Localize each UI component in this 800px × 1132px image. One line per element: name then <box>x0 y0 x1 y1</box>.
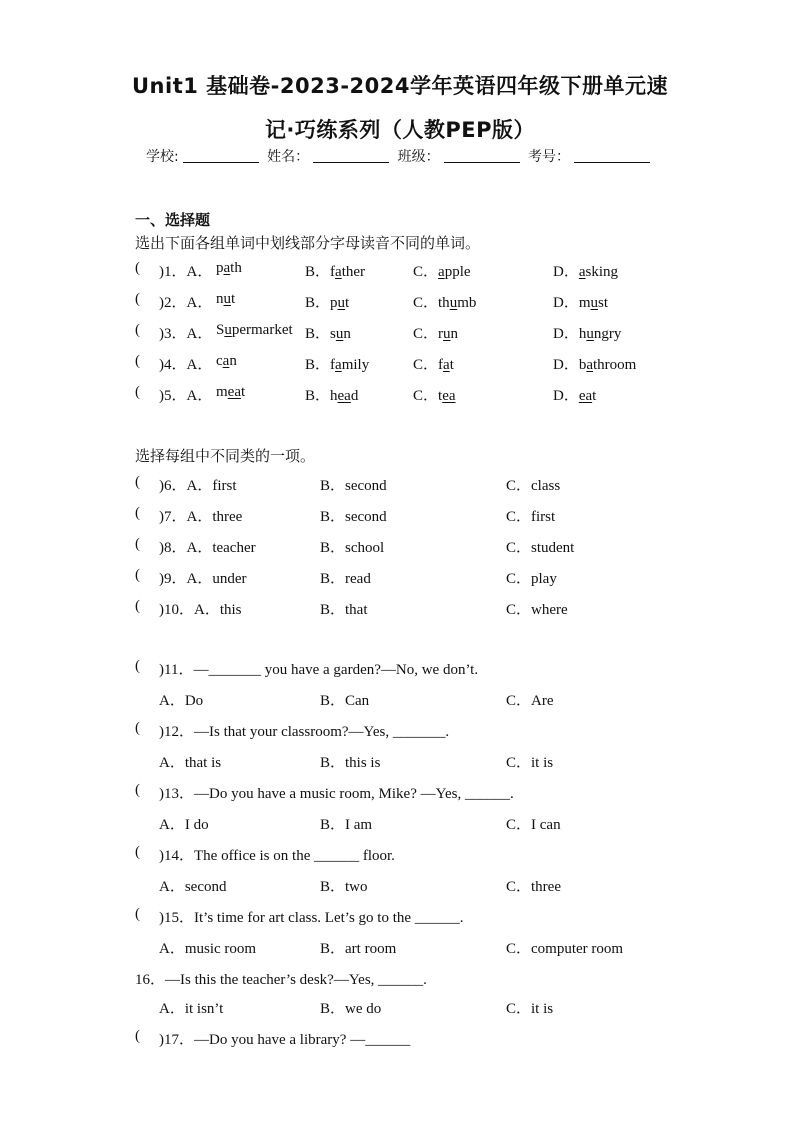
underlined-letters: ea <box>442 388 456 404</box>
class-blank[interactable] <box>444 148 520 163</box>
option-d[interactable]: D．hungry <box>553 326 622 342</box>
exam-no-label: 考号： <box>528 149 571 165</box>
answer-paren[interactable]: ( <box>135 505 140 521</box>
worksheet-title-line2: 记·巧练系列（人教PEP版） <box>264 118 536 142</box>
option-c[interactable]: C．computer room <box>506 941 624 957</box>
question-stem: )13．—Do you have a music room, Mike? —Yes, ______. <box>159 786 514 802</box>
answer-paren[interactable]: ( <box>135 782 140 798</box>
question-line <box>0 658 800 680</box>
question-line <box>0 598 800 620</box>
option-a[interactable]: A．I do <box>159 817 209 833</box>
question-line <box>0 536 800 558</box>
question-number: )2．A． <box>159 295 213 311</box>
option-b[interactable]: B．family <box>305 357 370 373</box>
option-d[interactable]: D．bathroom <box>553 357 637 373</box>
question-line <box>0 751 800 773</box>
question-line <box>0 322 800 344</box>
question-number: )5．A． <box>159 388 213 404</box>
underlined-letters: ea <box>227 384 241 400</box>
option-a[interactable]: A．Do <box>159 693 204 709</box>
option-a[interactable]: nut <box>216 291 236 307</box>
answer-paren[interactable]: ( <box>135 353 140 369</box>
option-c[interactable]: C．play <box>506 571 557 587</box>
option-b[interactable]: B．father <box>305 264 366 280</box>
question-number: )1．A． <box>159 264 213 280</box>
underlined-letters: a <box>335 357 342 373</box>
option-b[interactable]: B．put <box>305 295 350 311</box>
underlined-letters: a <box>443 357 450 373</box>
question-line <box>0 813 800 835</box>
student-info-line <box>0 146 800 166</box>
option-c[interactable]: C．thumb <box>413 295 477 311</box>
option-a[interactable]: A．music room <box>159 941 257 957</box>
question-line <box>0 1028 800 1050</box>
question-number-option-a[interactable]: )6．A．first <box>159 478 237 494</box>
option-a[interactable]: meat <box>216 384 246 400</box>
question-line <box>0 968 800 990</box>
option-a[interactable]: A．that is <box>159 755 222 771</box>
question-stem: )14．The office is on the ______ floor. <box>159 848 395 864</box>
answer-paren[interactable]: ( <box>135 536 140 552</box>
underlined-letters: u <box>223 291 231 307</box>
option-c[interactable]: C．Are <box>506 693 554 709</box>
option-c[interactable]: C．where <box>506 602 568 618</box>
option-c[interactable]: C．first <box>506 509 556 525</box>
name-blank[interactable] <box>313 148 389 163</box>
question-line <box>0 505 800 527</box>
school-blank[interactable] <box>183 148 259 163</box>
question-number-option-a[interactable]: )7．A．three <box>159 509 243 525</box>
option-a[interactable]: A．second <box>159 879 227 895</box>
option-d[interactable]: D．asking <box>553 264 619 280</box>
question-stem: )17．—Do you have a library? —______ <box>159 1032 411 1048</box>
question-stem: 16．—Is this the teacher’s desk?—Yes, ______. <box>135 972 427 988</box>
underlined-letters: ea <box>578 388 593 404</box>
option-c[interactable]: C．it is <box>506 1001 554 1017</box>
question-number-option-a[interactable]: )8．A．teacher <box>159 540 256 556</box>
instruction-phonics: 选出下面各组单词中划线部分字母读音不同的单词。 <box>135 234 481 252</box>
option-b[interactable]: B．second <box>320 509 387 525</box>
question-number-option-a[interactable]: )9．A．under <box>159 571 247 587</box>
question-line <box>0 689 800 711</box>
section-heading: 一、选择题 <box>135 211 211 229</box>
instruction-classify: 选择每组中不同类的一项。 <box>135 447 316 465</box>
question-line <box>0 844 800 866</box>
option-c[interactable]: C．class <box>506 478 561 494</box>
option-b[interactable]: B．head <box>305 388 359 404</box>
option-a[interactable]: path <box>216 260 242 276</box>
answer-paren[interactable]: ( <box>135 322 140 338</box>
option-a[interactable]: Supermarket <box>216 322 293 338</box>
underlined-letters: u <box>443 326 451 342</box>
question-line <box>0 291 800 313</box>
option-b[interactable]: B．second <box>320 478 387 494</box>
class-label: 班级： <box>397 149 440 165</box>
underlined-letters: a <box>335 264 342 280</box>
option-a[interactable]: A．it isn’t <box>159 1001 224 1017</box>
question-line <box>0 260 800 282</box>
option-b[interactable]: B．this is <box>320 755 381 771</box>
question-line <box>0 782 800 804</box>
option-b[interactable]: B．Can <box>320 693 370 709</box>
answer-paren[interactable]: ( <box>135 658 140 674</box>
question-number-option-a[interactable]: )10．A．this <box>159 602 242 618</box>
question-stem: )15．It’s time for art class. Let’s go to the ______. <box>159 910 464 926</box>
underlined-letters: u <box>586 326 594 342</box>
question-line <box>0 384 800 406</box>
school-label: 学校: <box>145 149 179 165</box>
underlined-letters: u <box>335 326 344 342</box>
question-line <box>0 567 800 589</box>
answer-paren[interactable]: ( <box>135 567 140 583</box>
underlined-letters: u <box>449 295 458 311</box>
question-line <box>0 937 800 959</box>
underlined-letters: ea <box>337 388 351 404</box>
underlined-letters: u <box>590 295 599 311</box>
option-c[interactable]: C．three <box>506 879 561 895</box>
question-line <box>0 875 800 897</box>
option-c[interactable]: C．run <box>413 326 459 342</box>
option-b[interactable]: B．school <box>320 540 385 556</box>
question-line <box>0 997 800 1019</box>
option-b[interactable]: B．art room <box>320 941 397 957</box>
worksheet-title-line1: Unit1 基础卷-2023-2024学年英语四年级下册单元速 <box>132 74 668 98</box>
name-label: 姓名： <box>267 149 310 165</box>
option-b[interactable]: B．we do <box>320 1001 382 1017</box>
underlined-letters: a <box>223 260 231 276</box>
answer-paren[interactable]: ( <box>135 720 140 736</box>
option-b[interactable]: B．sun <box>305 326 351 342</box>
option-b[interactable]: B．two <box>320 879 368 895</box>
answer-paren[interactable]: ( <box>135 291 140 307</box>
question-line <box>0 353 800 375</box>
option-c[interactable]: C．tea <box>413 388 456 404</box>
option-c[interactable]: C．it is <box>506 755 554 771</box>
option-c[interactable]: C．apple <box>413 264 471 280</box>
underlined-letters: a <box>578 264 586 280</box>
answer-paren[interactable]: ( <box>135 384 140 400</box>
question-stem: )11．—_______ you have a garden?—No, we don’t. <box>159 662 479 678</box>
answer-paren[interactable]: ( <box>135 598 140 614</box>
question-stem: )12．—Is that your classroom?—Yes, _______. <box>159 724 450 740</box>
option-c[interactable]: C．fat <box>413 357 454 373</box>
question-number: )3．A． <box>159 326 213 342</box>
option-a[interactable]: can <box>216 353 237 369</box>
question-line <box>0 720 800 742</box>
underlined-letters: u <box>224 322 232 338</box>
option-b[interactable]: B．I am <box>320 817 373 833</box>
option-b[interactable]: B．that <box>320 602 368 618</box>
question-line <box>0 906 800 928</box>
option-c[interactable]: C．I can <box>506 817 561 833</box>
exam-no-blank[interactable] <box>574 148 650 163</box>
question-line <box>0 474 800 496</box>
option-c[interactable]: C．student <box>506 540 575 556</box>
underlined-letters: a <box>586 357 594 373</box>
answer-paren[interactable]: ( <box>135 474 140 490</box>
question-number: )4．A． <box>159 357 213 373</box>
answer-paren[interactable]: ( <box>135 844 140 860</box>
answer-paren[interactable]: ( <box>135 906 140 922</box>
answer-paren[interactable]: ( <box>135 1028 140 1044</box>
underlined-letters: a <box>222 353 230 369</box>
option-d[interactable]: D．must <box>553 295 609 311</box>
option-b[interactable]: B．read <box>320 571 371 587</box>
underlined-letters: u <box>337 295 346 311</box>
option-d[interactable]: D．eat <box>553 388 597 404</box>
underlined-letters: a <box>438 264 445 280</box>
answer-paren[interactable]: ( <box>135 260 140 276</box>
